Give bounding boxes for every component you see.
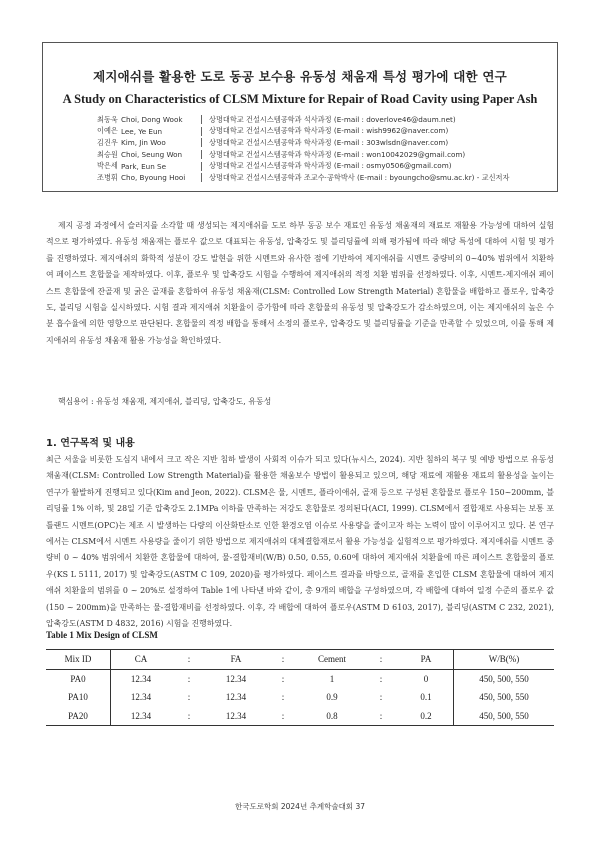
- table-cell: 0.9: [326, 692, 338, 703]
- author-name-korean: 박은세: [97, 161, 118, 171]
- author-name-korean: 최동욱: [97, 114, 118, 124]
- table-cell: :: [187, 692, 191, 703]
- author-row: [97, 137, 509, 149]
- table-cell: 12.34: [130, 673, 152, 684]
- table-cell: :: [379, 692, 383, 703]
- table-cell: :: [187, 673, 191, 684]
- author-divider: [201, 173, 202, 182]
- author-name-english: Kim, Jin Woo: [121, 138, 166, 148]
- table-cell: 12.34: [225, 673, 247, 684]
- author-affiliation: 상명대학교 건설시스템공학과 학사과정 (E-mail : wish9962@naver.com): [209, 126, 449, 136]
- section-heading: 1. 연구목적 및 내용: [46, 438, 135, 449]
- table-header-cell: Cement: [301, 650, 363, 670]
- paper-title-english: A Study on Characteristics of CLSM Mixture for Repair of Road Cavity using Paper Ash: [62, 92, 538, 106]
- table-cell: PA0: [46, 669, 111, 688]
- body-section: [46, 452, 554, 632]
- table-cell: :: [171, 707, 207, 726]
- author-row: [97, 172, 509, 184]
- page-footer: 한국도로학회 2024년 추계학술대회 37: [235, 802, 365, 811]
- keywords: 핵심용어 : 유동성 채움재, 제지애쉬, 블리딩, 압축강도, 유동성: [58, 397, 272, 406]
- paper-title-korean: 제지애쉬를 활용한 도로 동공 보수용 유동성 채움재 특성 평가에 대한 연구: [93, 69, 507, 84]
- abstract-text: 제지 공정 과정에서 슬러지를 소각할 때 생성되는 제지애쉬를 도로 하부 동공 보수 재료인 유동성 채움재의 재료로 재활용 가능성에 대하여 실험적으로 평가하였다. 유동성 채움재는 플로우 값으로 대표되는 유동성, 압축강도 및 블리딩률에 의해 평가됨에 따라 해당 특성에 대하여 시험 및 평가를 진행하였다. 제지애쉬의 화학적 성분이 강도 발현을 위한 시멘트와 유사한 점에 기반하여 제지애쉬를 시멘트 중량비의 0~40% 범위에서 치환하여 페이스트 혼합물을 제작하였다. 이후, 플로우 및 압축강도 시험을 수행하여 제지애쉬의 적정 치환 범위를 선정하였다. 이후, 시멘트-제지애쉬 페이스트 혼합물에 잔골재 및 굵은 골재를 혼합하여 유동성 채움재(CLSM: Controlled Low Strength Material) 혼합물을 배합하고 플로우, 압축강도, 블리딩 시험을 실시하였다. 시험 결과 제지애쉬 치환율이 증가함에 따라 혼합물의 유동성 및 압축강도가 감소하였으며, 이는 제지애쉬의 높은 수분 흡수율에 의한 영향으로 판단된다. 혼합물의 적정 배합을 통해서 소정의 플로우, 압축강도 및 블리딩률을 기준을 만족할 수 있었으며, 이를 통해 제지애쉬의 유동성 채움재 활용 가능성을 확인하였다.: [46, 221, 554, 345]
- author-affiliation: 상명대학교 건설시스템공학과 학사과정 (E-mail : 303wlsdn@naver.com): [209, 137, 449, 147]
- author-divider: [201, 162, 202, 171]
- table-row: [46, 669, 554, 688]
- table-row: [46, 707, 554, 726]
- author-affiliation: 상명대학교 건설시스템공학과 석사과정 (E-mail : doverlove46@daum.net): [209, 114, 456, 124]
- table-cell: 0.2: [399, 707, 454, 726]
- table-cell: :: [265, 707, 301, 726]
- table-cell: :: [379, 673, 383, 684]
- table-cell: 0.8: [301, 707, 363, 726]
- author-divider: [201, 138, 202, 147]
- table-header-cell: PA: [399, 650, 454, 670]
- author-name-korean: 이예은: [97, 126, 118, 136]
- table-header-cell: W/B(%): [454, 650, 555, 670]
- table-cell: 450, 500, 550: [454, 688, 555, 707]
- table-cell: 1: [329, 673, 335, 684]
- author-list: [97, 114, 509, 184]
- table-cell: 450, 500, 550: [454, 707, 555, 726]
- table-cell: 12.34: [130, 692, 152, 703]
- body-paragraph: 최근 서울을 비롯한 도심지 내에서 크고 작은 지반 침하 발생이 사회적 이슈가 되고 있다(뉴시스, 2024). 지반 침하의 복구 및 예방 방법으로 유동성 채움재(CLSM: Controlled Low Strength Material)를 활용한 채움보수 방법이 활용되고 있으며, 해당 재료에 재활용 재료의 활용성을 높이는 연구가 활발하게 진행되고 있다(Kim and Jeon, 2022). CLSM은 물, 시멘트, 플라이애쉬, 골재 등으로 구성된 혼합물로 플로우 150~200mm, 블리딩률 1% 이하, 및 28일 기준 압축강도 2.1MPa 이하를 만족하는 저강도 혼합물로 정의된다(ACI, 1999). CLSM에서 결합재로 사용되는 보통 포틀랜드 시멘트(OPC)는 제조 시 발생하는 다량의 이산화탄소로 인한 환경오염 이슈로 사용량을 줄이고자 하는 노력이 많이 이루어지고 있다. 본 연구에서는 CLSM에서 시멘트 사용량을 줄이기 위한 방법으로 제지애쉬의 대체결합재로서 활용 가능성을 실험적으로 평가하였다. 제지애쉬를 시멘트 중량비 0 ~ 40% 범위에서 치환한 혼합물에 대하여, 물-결합재비(W/B) 0.50, 0.55, 0.60에 대하여 제지애쉬 치환율에 따른 페이스트 혼합물의 플로우(KS L 5111, 2017) 및 압축강도(ASTM C 109, 2020)를 평가하였다. 페이스트 결과를 바탕으로, 골재를 혼입한 CLSM 혼합물에 대하여 제지애쉬 치환율의 범위를 0 ~ 20%로 설정하여 Table 1에 나타낸 바와 같이, 총 9개의 배합을 구성하였으며, 각 배합에 대하여 일정 수준의 플로우 값(150 ~ 200mm)을 만족하는 물-결합재비를 선정하였다. 이후, 각 배합에 대하여 플로우(ASTM D 6103, 2017), 블리딩(ASTM C 232, 2021), 압축강도(ASTM D 4832, 2016) 시험을 진행하였다.: [46, 455, 554, 629]
- table-header-cell: :: [265, 650, 301, 670]
- table-cell: 0.1: [420, 692, 432, 703]
- table-cell: :: [281, 673, 285, 684]
- author-name-english: Choi, Seung Won: [121, 150, 183, 160]
- author-row: [97, 160, 509, 172]
- author-row: [97, 126, 509, 138]
- table-cell: :: [363, 707, 399, 726]
- author-name-korean: 김진우: [97, 137, 118, 147]
- table-cell: 12.34: [111, 707, 172, 726]
- table-header-cell: :: [363, 650, 399, 670]
- table-header-cell: CA: [111, 650, 172, 670]
- table-caption: Table 1 Mix Design of CLSM: [46, 630, 158, 640]
- table-row: [46, 688, 554, 707]
- table-cell: 12.34: [207, 707, 265, 726]
- author-name-english: Lee, Ye Eun: [121, 126, 163, 136]
- table-cell: 12.34: [225, 692, 247, 703]
- table-header-cell: FA: [207, 650, 265, 670]
- table-cell: PA20: [46, 707, 111, 726]
- table-cell: 0: [423, 673, 429, 684]
- author-divider: [201, 115, 202, 124]
- author-divider: [201, 127, 202, 136]
- table-cell: 450, 500, 550: [454, 669, 555, 688]
- author-affiliation: 상명대학교 건설시스템공학과 학사과정 (E-mail : osmy0506@gmail.com): [209, 161, 452, 171]
- author-affiliation: 상명대학교 건설시스템공학과 학사과정 (E-mail : won10042029@gmail.com): [209, 149, 466, 159]
- author-name-english: Park, Eun Se: [121, 161, 167, 171]
- author-name-english: Choi, Dong Wook: [121, 115, 183, 125]
- author-name-korean: 조병휘: [97, 172, 118, 182]
- author-name-korean: 최승원: [97, 149, 118, 159]
- mix-design-table: [46, 649, 554, 726]
- author-row: [97, 114, 509, 126]
- author-divider: [201, 150, 202, 159]
- table-header-cell: Mix ID: [46, 650, 111, 670]
- author-affiliation: 상명대학교 건설시스템공학과 조교수·공학박사 (E-mail : byoungcho@smu.ac.kr) - 교신저자: [209, 172, 510, 182]
- table-cell: PA10: [46, 688, 111, 707]
- table-header-cell: :: [171, 650, 207, 670]
- author-name-english: Cho, Byoung Hooi: [121, 173, 186, 183]
- table-cell: :: [281, 692, 285, 703]
- author-row: [97, 149, 509, 161]
- table-header-row: [46, 650, 554, 670]
- abstract: [46, 218, 554, 349]
